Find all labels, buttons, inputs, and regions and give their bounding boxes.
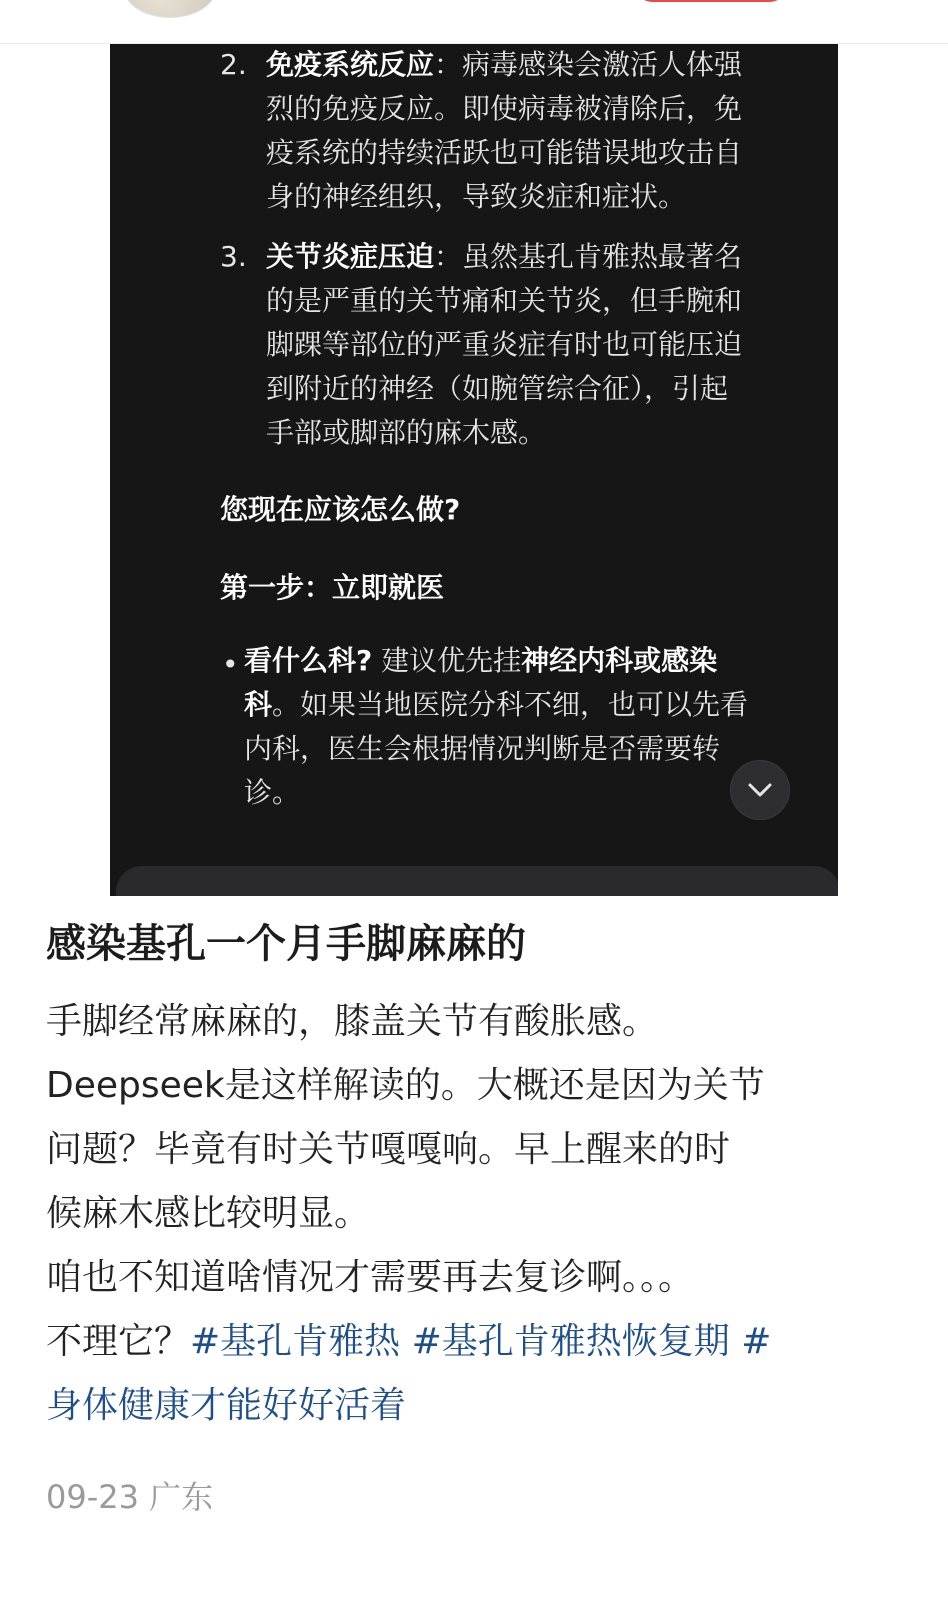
list-item-line: 疫系统的持续活跃也可能错误地攻击自 <box>266 136 743 169</box>
post-text: 不理它？ <box>46 1321 191 1362</box>
section-heading: 您现在应该怎么做? <box>220 493 461 526</box>
list-item-line: 烈的免疫反应。即使病毒被清除后，免 <box>266 92 743 125</box>
list-item-line: 的是严重的关节痛和关节炎，但手腕和 <box>266 284 743 317</box>
bullet-text: 。如果当地医院分科不细，也可以先看 <box>272 688 749 721</box>
hashtag-link[interactable]: 身体健康才能好好活着 <box>46 1385 407 1426</box>
bullet-line: 内科，医生会根据情况判断是否需要转 <box>244 732 721 765</box>
bullet-bold: 神经内科或感染 <box>521 644 718 677</box>
bullet-bold: 科 <box>244 688 273 721</box>
post-line: 手脚经常麻麻的，膝盖关节有酸胀感。 <box>46 1001 659 1042</box>
list-item-line: 到附近的神经（如腕管综合征），引起 <box>266 372 729 405</box>
step-heading: 第一步：立即就医 <box>220 571 445 604</box>
post-header <box>0 0 948 44</box>
avatar[interactable] <box>124 0 216 18</box>
list-item-bold: 免疫系统反应 <box>266 48 435 81</box>
list-item-line <box>266 44 742 88</box>
scroll-down-button[interactable] <box>730 760 790 820</box>
list-item-line: 脚踝等部位的严重炎症有时也可能压迫 <box>266 328 743 361</box>
hashtag-link[interactable]: #基孔肯雅热恢复期 <box>411 1321 730 1362</box>
bullet-line <box>244 682 748 728</box>
list-item-text: ：病毒感染会激活人体强 <box>434 48 743 81</box>
bullet-dot: • <box>222 648 239 681</box>
post-meta <box>46 1472 213 1518</box>
post-line <box>46 1310 906 1374</box>
list-item-bold: 关节炎症压迫 <box>266 240 435 273</box>
post-line: 咱也不知道啥情况才需要再去复诊啊。。。 <box>46 1257 695 1298</box>
hashtag-link[interactable]: # <box>741 1321 772 1362</box>
bullet-text: 建议优先挂 <box>372 644 522 677</box>
post-line: Deepseek是这样解读的。大概还是因为关节 <box>46 1065 765 1106</box>
post-line: 问题？毕竟有时关节嘎嘎响。早上醒来的时 <box>46 1129 731 1170</box>
bullet-bold: 看什么科? <box>244 644 373 677</box>
list-item-text: ：虽然基孔肯雅热最著名 <box>434 240 743 273</box>
post-body <box>46 990 906 1438</box>
post-location: 广东 <box>149 1478 214 1516</box>
bullet-line <box>244 638 717 684</box>
follow-button[interactable] <box>636 0 786 2</box>
list-number: 3. <box>220 240 247 273</box>
input-bar <box>116 866 838 896</box>
list-item-line <box>266 234 742 280</box>
bullet-line: 诊。 <box>244 776 301 809</box>
list-number: 2. <box>220 48 247 81</box>
embedded-screenshot[interactable] <box>110 44 838 896</box>
chevron-down-icon <box>747 782 773 798</box>
post-title: 感染基孔一个月手脚麻麻的 <box>46 921 526 967</box>
list-item-line: 身的神经组织，导致炎症和症状。 <box>266 180 687 213</box>
list-item-line: 手部或脚部的麻木感。 <box>266 416 547 449</box>
hashtag-link[interactable]: #基孔肯雅热 <box>190 1321 401 1362</box>
post-date: 09-23 <box>46 1478 139 1516</box>
post-line: 候麻木感比较明显。 <box>46 1193 371 1234</box>
